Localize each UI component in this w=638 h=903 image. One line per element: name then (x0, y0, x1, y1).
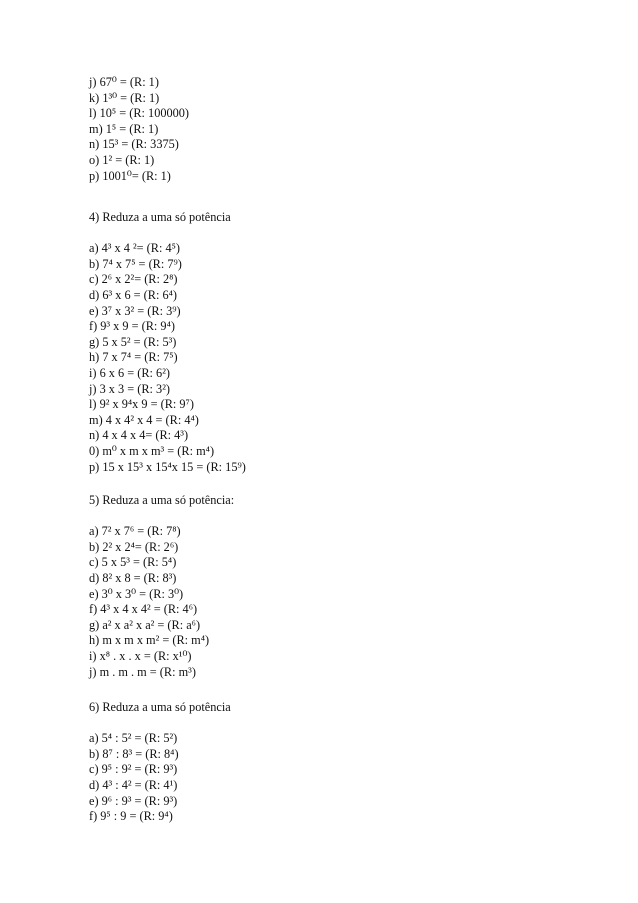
exercise-section (89, 210, 246, 475)
exercise-line: e) 9⁶ : 9³ = (R: 9³) (89, 793, 178, 808)
exercise-line: d) 8² x 8 = (R: 8³) (89, 570, 177, 585)
exercise-line: d) 6³ x 6 = (R: 6⁴) (89, 287, 177, 302)
exercise-line: j) m . m . m = (R: m³) (89, 664, 196, 679)
exercise-section (89, 700, 231, 825)
exercise-line: j) 67⁰ = (R: 1) (89, 75, 159, 89)
exercise-line: g) a² x a² x a² = (R: a⁶) (89, 617, 201, 632)
exercise-line: c) 9⁵ : 9² = (R: 9³) (89, 762, 178, 777)
section-title: 5) Reduza a uma só potência: (89, 493, 235, 507)
exercise-line: j) 3 x 3 = (R: 3²) (89, 381, 170, 396)
exercise-line: n) 15³ = (R: 3375) (89, 137, 179, 152)
exercise-line: h) 7 x 7⁴ = (R: 7⁵) (89, 350, 178, 365)
exercise-line: p) 1001⁰= (R: 1) (89, 168, 171, 183)
spacer (89, 226, 246, 242)
exercise-line: a) 4³ x 4 ²= (R: 4⁵) (89, 241, 180, 256)
section-title: 6) Reduza a uma só potência (89, 700, 231, 714)
exercise-line: b) 2² x 2⁴= (R: 2⁶) (89, 539, 179, 554)
exercise-line: i) 6 x 6 = (R: 6²) (89, 365, 170, 380)
exercise-line: c) 5 x 5³ = (R: 5⁴) (89, 555, 177, 570)
exercise-line: c) 2⁶ x 2²= (R: 2⁸) (89, 272, 178, 287)
exercise-line: k) 1³⁰ = (R: 1) (89, 90, 160, 105)
exercise-line: i) x⁸ . x . x = (R: x¹⁰) (89, 648, 192, 663)
spacer (89, 716, 231, 732)
exercise-line: p) 15 x 15³ x 15⁴x 15 = (R: 15⁹) (89, 459, 246, 474)
exercise-section (89, 493, 234, 680)
exercise-line: 0) m⁰ x m x m³ = (R: m⁴) (89, 443, 215, 458)
exercise-line: b) 8⁷ : 8³ = (R: 8⁴) (89, 746, 179, 761)
exercise-line: m) 4 x 4² x 4 = (R: 4⁴) (89, 412, 199, 427)
exercise-line: e) 3⁰ x 3⁰ = (R: 3⁰) (89, 586, 184, 601)
exercise-line: e) 3⁷ x 3² = (R: 3⁹) (89, 303, 181, 318)
exercise-line: f) 4³ x 4 x 4² = (R: 4⁶) (89, 602, 198, 617)
exercise-line: o) 1² = (R: 1) (89, 152, 155, 167)
exercise-line: n) 4 x 4 x 4= (R: 4³) (89, 428, 189, 443)
exercise-line: f) 9⁵ : 9 = (R: 9⁴) (89, 809, 173, 824)
exercise-line: l) 10⁵ = (R: 100000) (89, 106, 190, 121)
exercise-line: l) 9² x 9⁴x 9 = (R: 9⁷) (89, 397, 194, 412)
exercise-line: b) 7⁴ x 7⁵ = (R: 7⁹) (89, 256, 182, 271)
exercise-line: h) m x m x m² = (R: m⁴) (89, 633, 210, 648)
exercise-line: g) 5 x 5² = (R: 5³) (89, 334, 177, 349)
exercise-line: a) 5⁴ : 5² = (R: 5²) (89, 731, 178, 746)
spacer (89, 509, 234, 525)
exercise-line: m) 1⁵ = (R: 1) (89, 121, 159, 136)
exercise-section (89, 75, 189, 184)
section-title: 4) Reduza a uma só potência (89, 210, 231, 224)
exercise-line: d) 4³ : 4² = (R: 4¹) (89, 777, 178, 792)
exercise-line: a) 7² x 7⁶ = (R: 7⁸) (89, 524, 181, 539)
exercise-line: f) 9³ x 9 = (R: 9⁴) (89, 319, 175, 334)
